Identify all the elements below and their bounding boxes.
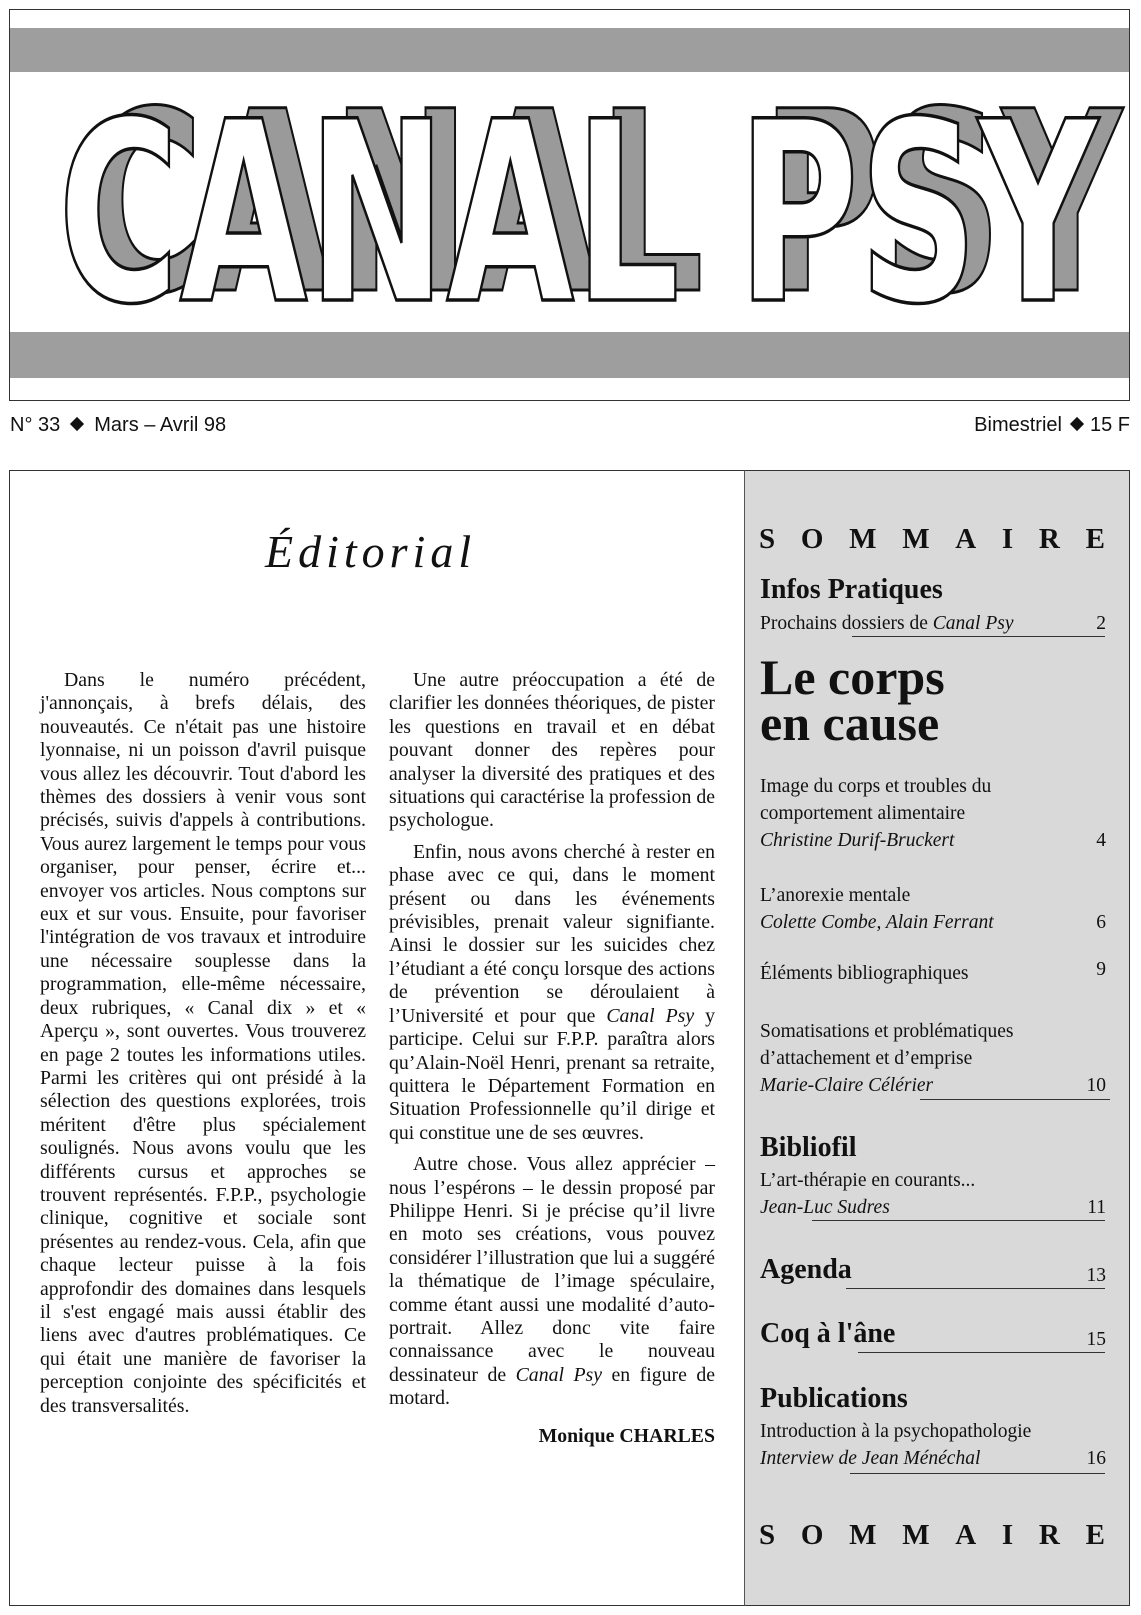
editorial-paragraph: Une autre préoccupation a été de clarifier les données théoriques, de pister les questions en travail et en débat pouvant donner des repères pour analyser la diversité des pratiques et des situations qui caractérise la profession de psychologue. (389, 669, 715, 832)
logo-text: CANAL PSY (58, 68, 1100, 336)
sommaire-letter: S (759, 523, 776, 555)
paragraph-text: Enfin, nous avons cherché à rester en phase avec ce qui, dans le moment présent ou dans les événements prévisibles, prenait valeur signifiante. Ainsi le dossier sur les suicides chez l’étudiant a été conçu lorsque des actions de prévention se déroulaient à l’Université et pour que (389, 840, 715, 1027)
toc-page-number: 11 (1087, 1197, 1106, 1218)
sommaire-letter: E (1085, 1519, 1105, 1551)
toc-author: Colette Combe, Alain Ferrant (760, 912, 994, 933)
journal-name: Canal Psy (932, 613, 1014, 634)
toc-title-line: Éléments bibliographiques (760, 963, 969, 984)
toc-page-number: 9 (1096, 959, 1106, 980)
toc-entry-publication (760, 1418, 1106, 1472)
toc-entry-anorexie (760, 882, 1106, 936)
sommaire-letter: I (1001, 523, 1014, 555)
issue-number: N° 33 (10, 414, 61, 436)
masthead-bottom-bar (10, 332, 1129, 378)
toc-entry-coq-a-lane (760, 1318, 1106, 1350)
editorial-column-2 (389, 669, 715, 1448)
toc-page-number: 16 (1086, 1448, 1106, 1469)
toc-title-line: Introduction à la psychopathologie (760, 1421, 1032, 1442)
editorial-paragraph (389, 1153, 715, 1410)
paragraph-text: en figure de motard. (389, 1363, 715, 1410)
leader-rule (858, 1352, 1105, 1353)
toc-author: Marie-Claire Célérier (760, 1075, 934, 1096)
leader-rule (846, 1288, 1105, 1289)
sommaire-letter: R (1038, 523, 1060, 555)
editorial-title: Éditorial (265, 526, 477, 577)
dossier-title-line: Le corps (760, 649, 945, 705)
issue-right (974, 414, 1130, 437)
toc-author: Jean-Luc Sudres (760, 1197, 890, 1218)
editorial-column-1 (40, 669, 366, 1418)
sommaire-letter: O (800, 523, 824, 555)
toc-author: Interview de Jean Ménéchal (760, 1448, 981, 1469)
issue-price: 15 F (1089, 414, 1130, 436)
toc-page-number: 4 (1096, 830, 1106, 851)
leader-rule (920, 1099, 1110, 1100)
masthead (9, 9, 1130, 401)
sommaire-letter: E (1085, 523, 1105, 555)
paragraph-text: y participe. Celui sur F.P.P. paraîtra alors qu’Alain-Noël Henri, prenant sa retraite, quittera le Département Formation en Situation Professionnelle qu’il dirige et qui constitue une de ses œuvres. (389, 1004, 715, 1144)
section-bibliofil: Bibliofil (760, 1132, 857, 1163)
leader-rule (852, 636, 1105, 637)
logo-shadow-text: CANAL PSY (82, 68, 1124, 336)
toc-page-number: 2 (1096, 613, 1106, 634)
toc-author: Christine Durif-Bruckert (760, 830, 955, 851)
toc-text (760, 610, 1014, 637)
leader-rule (850, 1473, 1105, 1474)
sommaire-letter: M (849, 523, 877, 555)
toc-page-number: 6 (1096, 912, 1106, 933)
issue-frequency: Bimestriel (974, 414, 1062, 436)
toc-title-line: Image du corps et troubles du (760, 776, 992, 797)
editorial-signature: Monique CHARLES (538, 1424, 715, 1447)
toc-title-line: Somatisations et problématiques (760, 1021, 1014, 1042)
leader-rule (812, 1220, 1105, 1221)
issue-left (10, 414, 226, 437)
toc-entry-somatisations (760, 1018, 1106, 1099)
toc-entry-agenda (760, 1254, 1106, 1286)
editorial-paragraph (389, 841, 715, 1145)
toc-title-line: d’attachement et d’emprise (760, 1048, 973, 1069)
masthead-top-bar (10, 28, 1129, 72)
toc-title-line: L’anorexie mentale (760, 885, 911, 906)
toc-entry-art-therapie (760, 1167, 1106, 1221)
sommaire-letter: I (1001, 1519, 1014, 1551)
toc-title-line: comportement alimentaire (760, 803, 966, 824)
journal-name: Canal Psy (606, 1004, 695, 1027)
sommaire-letter: O (800, 1519, 824, 1551)
toc-entry-image-du-corps (760, 773, 1106, 854)
dossier-title-line: en cause (760, 695, 940, 751)
editorial-paragraph: Dans le numéro précédent, j'annonçais, à brefs délais, des nouveautés. Ce n'était pas une histoire lyonnaise, ni un poisson d'avril puisque vous allez les découvrir. Tout d'abord les thèmes des dossiers à venir vous sont précisés, suivis d'appels à contributions. Vous aurez largement le temps pour vous organiser, pour penser, écrire et... envoyer vos articles. Nous comptons sur eux et sur vous. Ensuite, pour favoriser l'intégration de vos travaux et introduire une nécessaire souplesse dans la programmation, elle-même nécessaire, deux rubriques, « Canal dix » et « Aperçu », sont ouvertes. Vous trouverez en page 2 toutes les informations utiles. Parmi les critères qui ont présidé à la sélection des questions explorées, trois méritent d'être plus spécialement soulignés. Nous avons voulu que les différents cursus et approches se trouvent représentés. F.P.P., psychologie clinique, cognitive et sociale sont présentes au rendez-vous. Cela, afin que chaque lecteur puisse à la fois approfondir des domaines dans lesquels il s'est engagé mais aussi établir des liens avec d'autres problématiques. Ce qui était une manière de favoriser la perception conjointe des spécificités et des transversalités. (40, 669, 366, 1417)
issue-info-bar (10, 414, 1130, 442)
toc-text-plain: Prochains dossiers de (760, 613, 933, 634)
toc-title-line: L’art-thérapie en courants... (760, 1170, 976, 1191)
diamond-icon (1070, 417, 1084, 431)
section-agenda: Agenda (760, 1254, 852, 1285)
sommaire-letter: M (902, 523, 930, 555)
canal-psy-logo (10, 68, 1131, 336)
section-coq-a-lane: Coq à l'âne (760, 1318, 896, 1349)
journal-name: Canal Psy (515, 1363, 603, 1386)
toc-page-number: 13 (1086, 1265, 1106, 1286)
paragraph-text: Autre chose. Vous allez apprécier – nous l’espérons – le dessin proposé par Philippe Henri. Si je précise qu’il livre en moto ses créations, vous pouvez considérer l’illustration que lui a suggéré la thématique de l’image spéculaire, comme étant aussi une modalité d’auto-portrait. Allez donc vite faire connaissance avec le nouveau dessinateur de (389, 1153, 715, 1386)
toc-entry-bibliographie (760, 960, 1106, 987)
sommaire-heading-bottom (759, 1519, 1105, 1552)
sommaire-letter: M (902, 1519, 930, 1551)
sommaire-letter: R (1038, 1519, 1060, 1551)
sommaire-letter: S (759, 1519, 776, 1551)
section-publications: Publications (760, 1383, 908, 1414)
dossier-title (760, 649, 945, 751)
section-infos-pratiques: Infos Pratiques (760, 574, 943, 605)
toc-page-number: 15 (1086, 1329, 1106, 1350)
sommaire-letter: A (955, 1519, 977, 1551)
issue-date: Mars – Avril 98 (94, 414, 227, 436)
sommaire-heading-top (759, 523, 1105, 556)
diamond-icon (70, 417, 84, 431)
sommaire-letter: M (849, 1519, 877, 1551)
toc-entry-infos (760, 610, 1106, 637)
sommaire-letter: A (955, 523, 977, 555)
toc-page-number: 10 (1086, 1075, 1106, 1096)
